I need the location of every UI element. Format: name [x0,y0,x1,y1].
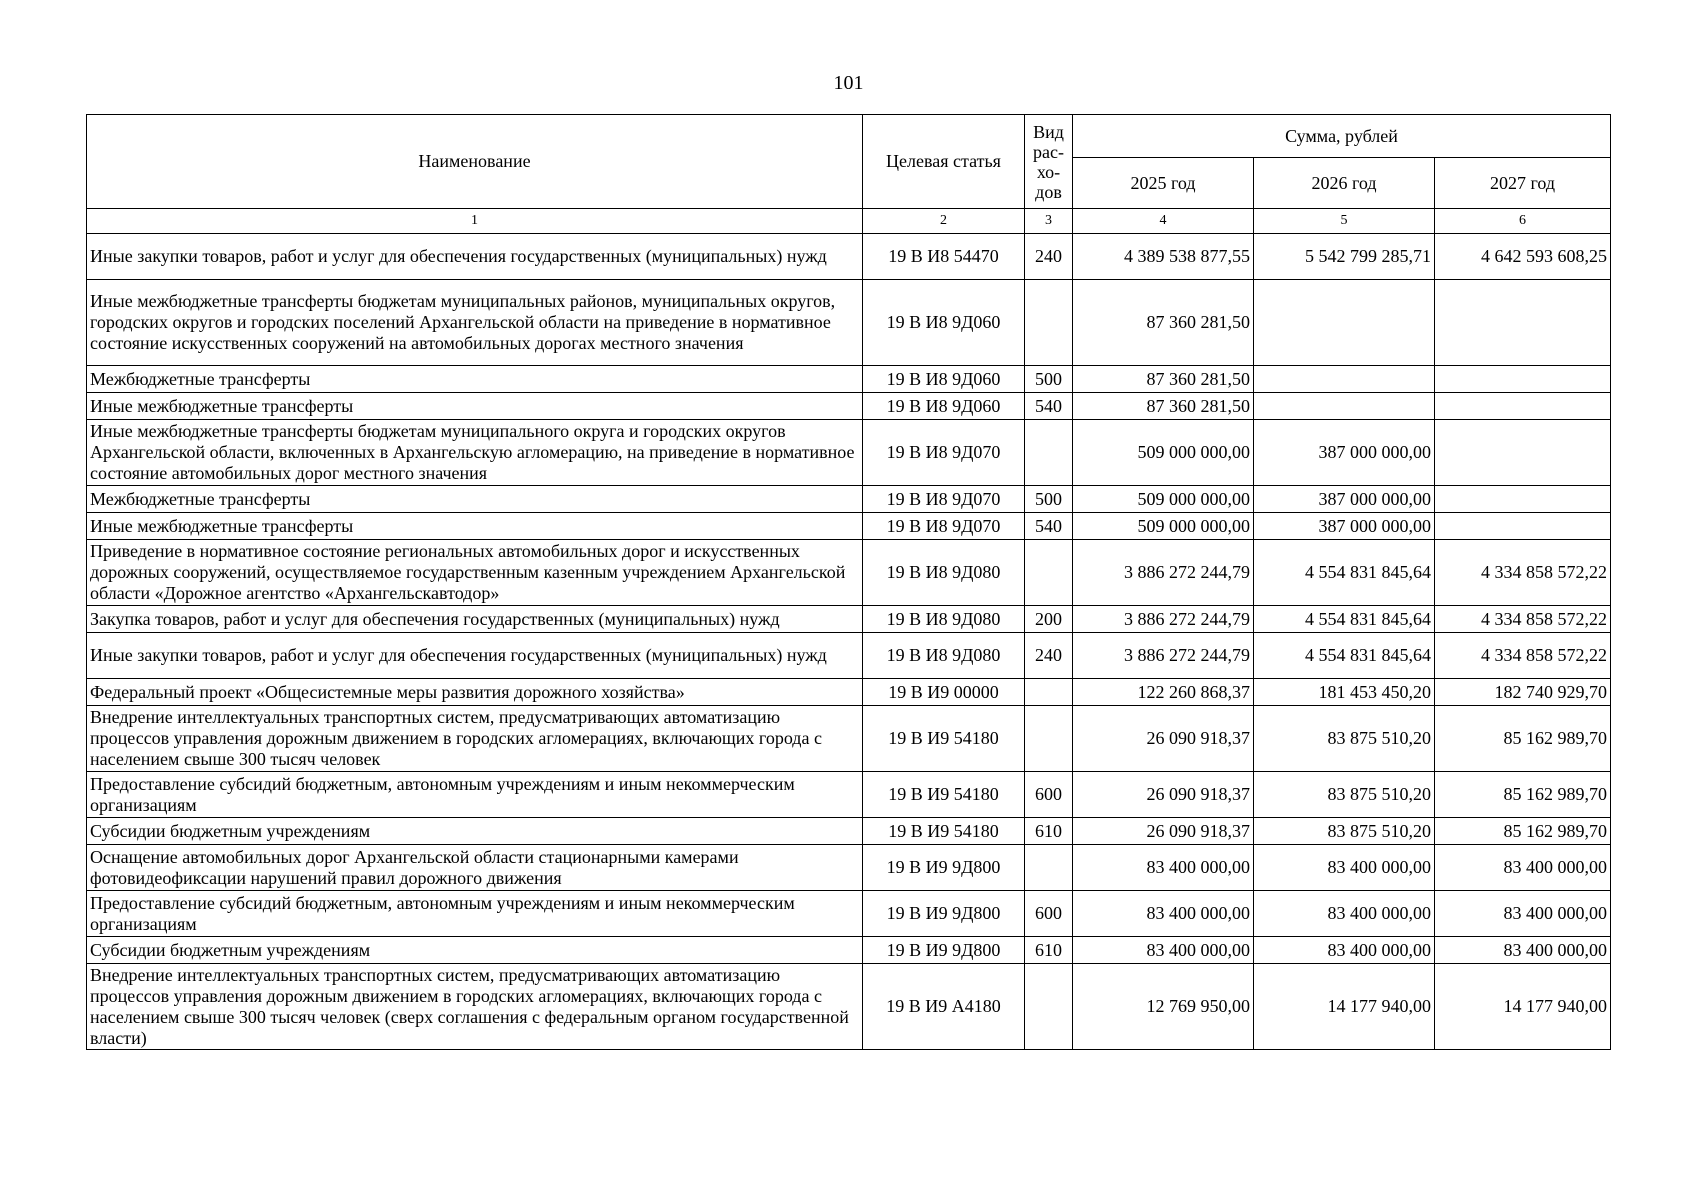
row-amount-2026: 181 453 450,20 [1254,679,1435,706]
row-article: 19 В И9 54180 [863,772,1025,818]
row-amount-2027: 4 642 593 608,25 [1435,234,1611,280]
row-name: Иные межбюджетные трансферты бюджетам муниципальных районов, муниципальных округов, городских округов и городских поселений Архангельской области на приведение в нормативное состояние искусственных сооружений на автомобильных дорогах местного значения [87,280,863,366]
row-article: 19 В И9 00000 [863,679,1025,706]
row-article: 19 В И9 9Д800 [863,845,1025,891]
column-number: 5 [1254,209,1435,234]
row-amount-2026: 83 875 510,20 [1254,818,1435,845]
row-kind [1025,420,1073,486]
row-amount-2027: 83 400 000,00 [1435,845,1611,891]
row-article: 19 В И8 9Д070 [863,486,1025,513]
row-article: 19 В И8 54470 [863,234,1025,280]
row-amount-2026: 5 542 799 285,71 [1254,234,1435,280]
row-amount-2027 [1435,366,1611,393]
row-amount-2027: 4 334 858 572,22 [1435,633,1611,679]
row-kind [1025,964,1073,1050]
header-article-text: Целевая статья [886,151,1001,171]
row-article: 19 В И8 9Д070 [863,513,1025,540]
row-name: Межбюджетные трансферты [87,366,863,393]
row-amount-2025: 83 400 000,00 [1073,891,1254,937]
row-amount-2027 [1435,420,1611,486]
row-kind: 500 [1025,366,1073,393]
column-number: 1 [87,209,863,234]
row-kind [1025,280,1073,366]
row-article: 19 В И9 54180 [863,706,1025,772]
row-kind [1025,540,1073,606]
header-article [863,115,1025,209]
row-amount-2025: 12 769 950,00 [1073,964,1254,1050]
column-number: 6 [1435,209,1611,234]
row-kind [1025,706,1073,772]
row-kind: 500 [1025,486,1073,513]
column-number: 4 [1073,209,1254,234]
table-body [87,234,1611,1050]
row-amount-2026: 4 554 831 845,64 [1254,633,1435,679]
header-name: Наименование [87,115,863,209]
row-kind: 540 [1025,393,1073,420]
row-amount-2027: 85 162 989,70 [1435,818,1611,845]
table-row [87,845,1611,891]
row-amount-2026: 83 400 000,00 [1254,891,1435,937]
row-name: Предоставление субсидий бюджетным, автономным учреждениям и иным некоммерческим организациям [87,772,863,818]
row-article: 19 В И8 9Д080 [863,540,1025,606]
table-row [87,706,1611,772]
row-amount-2027: 85 162 989,70 [1435,772,1611,818]
header-year-2027: 2027 год [1435,158,1611,209]
header-kind [1025,115,1073,209]
row-amount-2026: 14 177 940,00 [1254,964,1435,1050]
row-name: Внедрение интеллектуальных транспортных систем, предусматривающих автоматизацию процессов управления дорожным движением в городских агломерациях, включающих города с населением свыше 300 тысяч человек (сверх соглашения с федеральным органом государственной власти) [87,964,863,1050]
budget-table [86,114,1611,1050]
row-amount-2025: 83 400 000,00 [1073,845,1254,891]
row-amount-2026: 4 554 831 845,64 [1254,540,1435,606]
row-name: Закупка товаров, работ и услуг для обеспечения государственных (муниципальных) нужд [87,606,863,633]
row-name: Оснащение автомобильных дорог Архангельской области стационарными камерами фотовидеофиксации нарушений правил дорожного движения [87,845,863,891]
row-article: 19 В И8 9Д060 [863,280,1025,366]
row-kind: 600 [1025,891,1073,937]
row-name: Иные закупки товаров, работ и услуг для обеспечения государственных (муниципальных) нужд [87,633,863,679]
table-row [87,366,1611,393]
column-number: 3 [1025,209,1073,234]
row-kind: 600 [1025,772,1073,818]
row-amount-2026: 83 400 000,00 [1254,937,1435,964]
table-row [87,891,1611,937]
row-name: Предоставление субсидий бюджетным, автономным учреждениям и иным некоммерческим организациям [87,891,863,937]
row-amount-2026 [1254,393,1435,420]
row-amount-2027: 4 334 858 572,22 [1435,606,1611,633]
row-article: 19 В И8 9Д080 [863,633,1025,679]
row-amount-2027: 4 334 858 572,22 [1435,540,1611,606]
row-article: 19 В И8 9Д060 [863,393,1025,420]
row-amount-2025: 3 886 272 244,79 [1073,606,1254,633]
table-row [87,280,1611,366]
header-year-2025: 2025 год [1073,158,1254,209]
table-row [87,513,1611,540]
row-kind: 610 [1025,818,1073,845]
row-amount-2027: 83 400 000,00 [1435,891,1611,937]
row-amount-2025: 83 400 000,00 [1073,937,1254,964]
row-amount-2025: 122 260 868,37 [1073,679,1254,706]
row-kind: 610 [1025,937,1073,964]
row-amount-2025: 4 389 538 877,55 [1073,234,1254,280]
row-amount-2026: 387 000 000,00 [1254,486,1435,513]
row-article: 19 В И8 9Д060 [863,366,1025,393]
row-name: Приведение в нормативное состояние региональных автомобильных дорог и искусственных дорожных сооружений, осуществляемое государственным казенным учреждением Архангельской области «Дорожное агентство «Архангельскавтодор» [87,540,863,606]
row-amount-2027 [1435,280,1611,366]
row-kind [1025,679,1073,706]
table-row [87,606,1611,633]
row-amount-2027 [1435,513,1611,540]
row-amount-2025: 87 360 281,50 [1073,393,1254,420]
row-amount-2026: 83 400 000,00 [1254,845,1435,891]
row-amount-2026: 83 875 510,20 [1254,706,1435,772]
row-article: 19 В И8 9Д070 [863,420,1025,486]
header-kind-line: хо- [1036,161,1061,182]
row-name: Иные межбюджетные трансферты [87,393,863,420]
row-amount-2025: 87 360 281,50 [1073,366,1254,393]
table-row [87,234,1611,280]
row-amount-2026 [1254,366,1435,393]
row-name: Субсидии бюджетным учреждениям [87,818,863,845]
row-kind: 540 [1025,513,1073,540]
row-amount-2027: 85 162 989,70 [1435,706,1611,772]
row-article: 19 В И9 9Д800 [863,891,1025,937]
header-kind-line: рас- [1033,141,1064,162]
row-amount-2025: 509 000 000,00 [1073,420,1254,486]
page-number: 101 [833,72,864,94]
row-kind: 200 [1025,606,1073,633]
row-amount-2025: 26 090 918,37 [1073,818,1254,845]
row-name: Иные межбюджетные трансферты бюджетам муниципального округа и городских округов Архангельской области, включенных в Архангельскую агломерацию, на приведение в нормативное состояние автомобильных дорог местного значения [87,420,863,486]
row-name: Иные межбюджетные трансферты [87,513,863,540]
table-row [87,937,1611,964]
table-row [87,540,1611,606]
header-year-2026: 2026 год [1254,158,1435,209]
row-amount-2025: 3 886 272 244,79 [1073,540,1254,606]
column-number: 2 [863,209,1025,234]
row-amount-2025: 26 090 918,37 [1073,706,1254,772]
table-row [87,486,1611,513]
row-name: Субсидии бюджетным учреждениям [87,937,863,964]
row-amount-2025: 509 000 000,00 [1073,486,1254,513]
row-amount-2026: 387 000 000,00 [1254,420,1435,486]
table-row [87,633,1611,679]
row-amount-2026: 4 554 831 845,64 [1254,606,1435,633]
row-kind [1025,845,1073,891]
row-amount-2026 [1254,280,1435,366]
table-row [87,393,1611,420]
table-row [87,818,1611,845]
row-amount-2026: 387 000 000,00 [1254,513,1435,540]
header-kind-line: дов [1035,181,1062,202]
row-amount-2027: 182 740 929,70 [1435,679,1611,706]
header-sum: Сумма, рублей [1073,115,1611,158]
table-row [87,964,1611,1050]
row-amount-2027: 14 177 940,00 [1435,964,1611,1050]
header-kind-line: Вид [1033,121,1064,142]
row-name: Иные закупки товаров, работ и услуг для обеспечения государственных (муниципальных) нужд [87,234,863,280]
row-kind: 240 [1025,633,1073,679]
row-amount-2027 [1435,393,1611,420]
row-amount-2025: 3 886 272 244,79 [1073,633,1254,679]
row-amount-2027 [1435,486,1611,513]
row-amount-2025: 509 000 000,00 [1073,513,1254,540]
row-name: Межбюджетные трансферты [87,486,863,513]
row-article: 19 В И8 9Д080 [863,606,1025,633]
row-amount-2026: 83 875 510,20 [1254,772,1435,818]
table-row [87,679,1611,706]
row-name: Федеральный проект «Общесистемные меры развития дорожного хозяйства» [87,679,863,706]
row-article: 19 В И9 54180 [863,818,1025,845]
row-name: Внедрение интеллектуальных транспортных систем, предусматривающих автоматизацию процессов управления дорожным движением в городских агломерациях, включающих города с населением свыше 300 тысяч человек [87,706,863,772]
row-article: 19 В И9 А4180 [863,964,1025,1050]
row-amount-2025: 26 090 918,37 [1073,772,1254,818]
row-kind: 240 [1025,234,1073,280]
row-article: 19 В И9 9Д800 [863,937,1025,964]
row-amount-2025: 87 360 281,50 [1073,280,1254,366]
row-amount-2027: 83 400 000,00 [1435,937,1611,964]
table-row [87,772,1611,818]
table-row [87,420,1611,486]
